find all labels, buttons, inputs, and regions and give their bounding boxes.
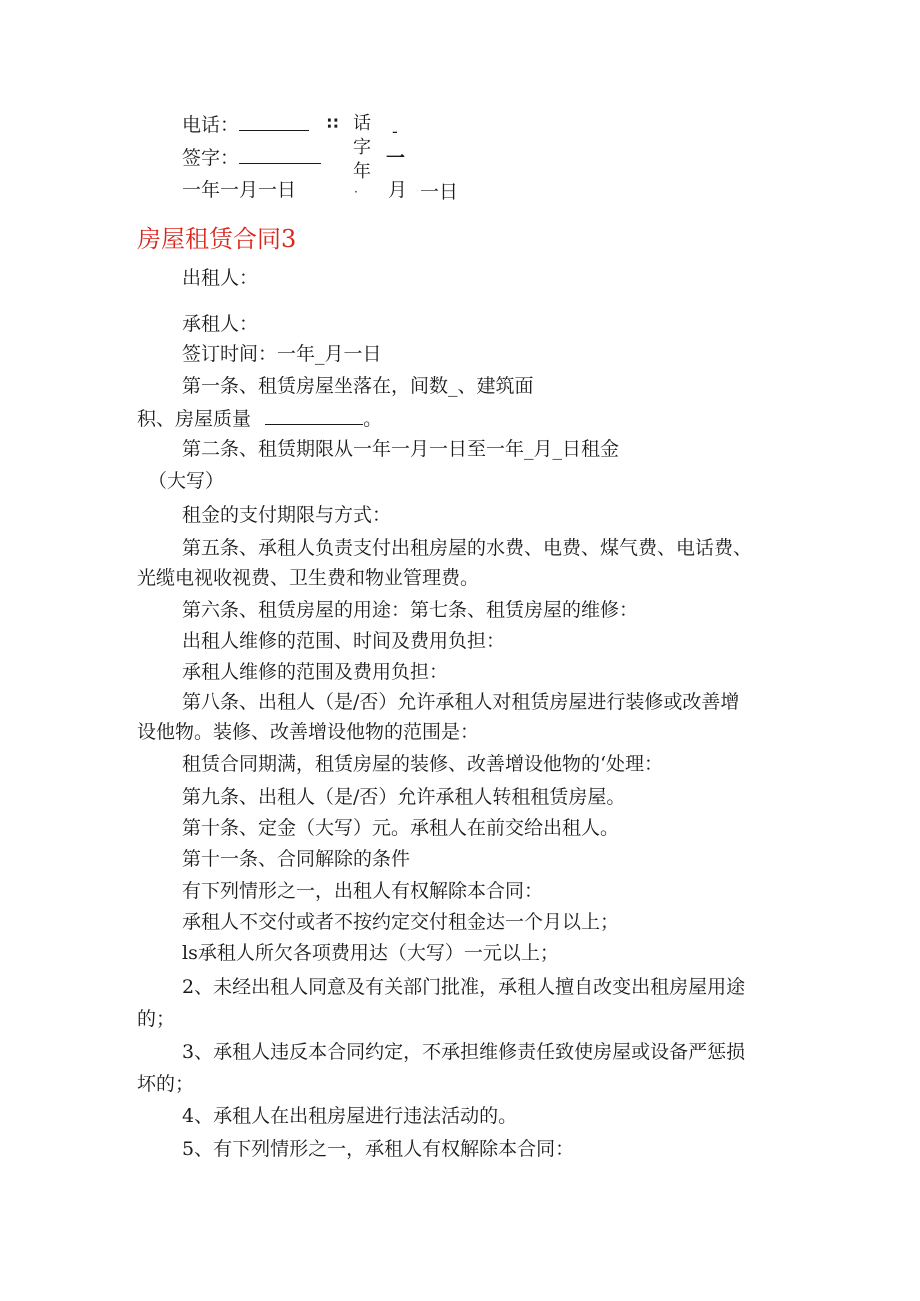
article-6-7: 第六条、租赁房屋的用途：第七条、租赁房屋的维修： [182,599,639,621]
article-8: 第八条、出租人（是/否）允许承租人对租赁房屋进行装修或改善增 [182,691,740,713]
clause-1: ls承租人所欠各项费用达（大写）一元以上； [182,942,559,964]
lessor-termination: 有下列情形之一，出租人有权解除本合同： [182,880,544,902]
article-10: 第十条、定金（大写）元。承租人在前交给出租人。 [182,817,620,839]
clause-4: 4、承租人在出租房屋进行违法活动的。 [182,1105,518,1127]
contract-title: 房屋租赁合同3 [137,225,297,253]
month-mark: 月 [388,179,408,201]
lessee-repair: 承租人维修的范围及费用负担： [182,661,449,683]
article-11: 第十一条、合同解除的条件 [182,848,411,870]
day-mark: 一日 [420,181,459,203]
sign-row [182,145,321,170]
article-9: 第九条、出租人（是/否）允许承租人转租租赁房屋。 [182,786,626,808]
date-line: 一年一月一日 [182,179,297,201]
clause-2: 2、未经出租人同意及有关部门批准，承租人擅自改变出租房屋用途 [182,976,746,998]
expiry-handling: 租赁合同期满，租赁房屋的装修、改善增设他物的‘处理： [182,753,664,775]
clause-5: 5、有下列情形之一，承租人有权解除本合同： [182,1138,575,1160]
lessee-label: 承租人： [182,313,259,335]
signing-time: 签订时间：一年_月一日 [182,343,382,365]
article-5-cont: 光缆电视收视费、卫生费和物业管理费。 [137,567,480,589]
sign-blank [239,145,321,164]
vertical-text: 话字年 [353,113,371,182]
article-8-cont: 设他物。装修、改善增设他物的范围是： [137,721,480,743]
article-1: 第一条、租赁房屋坐落在，间数_、建筑面 [182,375,534,397]
lessor-repair: 出租人维修的范围、时间及费用负担： [182,630,506,652]
dot-mark: · [354,185,358,199]
clause-3: 3、承租人违反本合同约定，不承担维修责任致使房屋或设备严惩损 [182,1041,746,1063]
long-dash-mark: 一 [386,147,406,169]
stray-mark: ∷ [327,114,339,133]
lessor-label: 出租人： [182,267,259,289]
article-2-cont: （大写） [148,470,225,492]
clause-3-cont: 坏的； [137,1073,195,1095]
quality-blank [265,406,363,425]
phone-row [182,112,309,137]
dash-mark: - [392,122,398,141]
payment-terms: 租金的支付期限与方式： [182,504,392,526]
phone-blank [239,112,309,131]
article-1-end: 。 [363,408,383,430]
article-5: 第五条、承租人负责支付出租房屋的水费、电费、煤气费、电话费、 [182,537,753,559]
phone-label: 电话： [182,114,240,136]
clause-rent-overdue: 承租人不交付或者不按约定交付租金达一个月以上； [182,911,620,933]
article-2: 第二条、租赁期限从一年一月一日至一年_月_日租金 [182,438,620,460]
article-1-cont [137,406,382,431]
article-1-cont-text: 积、房屋质量 [137,408,252,430]
sign-label: 签字： [182,147,240,169]
clause-2-cont: 的； [137,1008,176,1030]
